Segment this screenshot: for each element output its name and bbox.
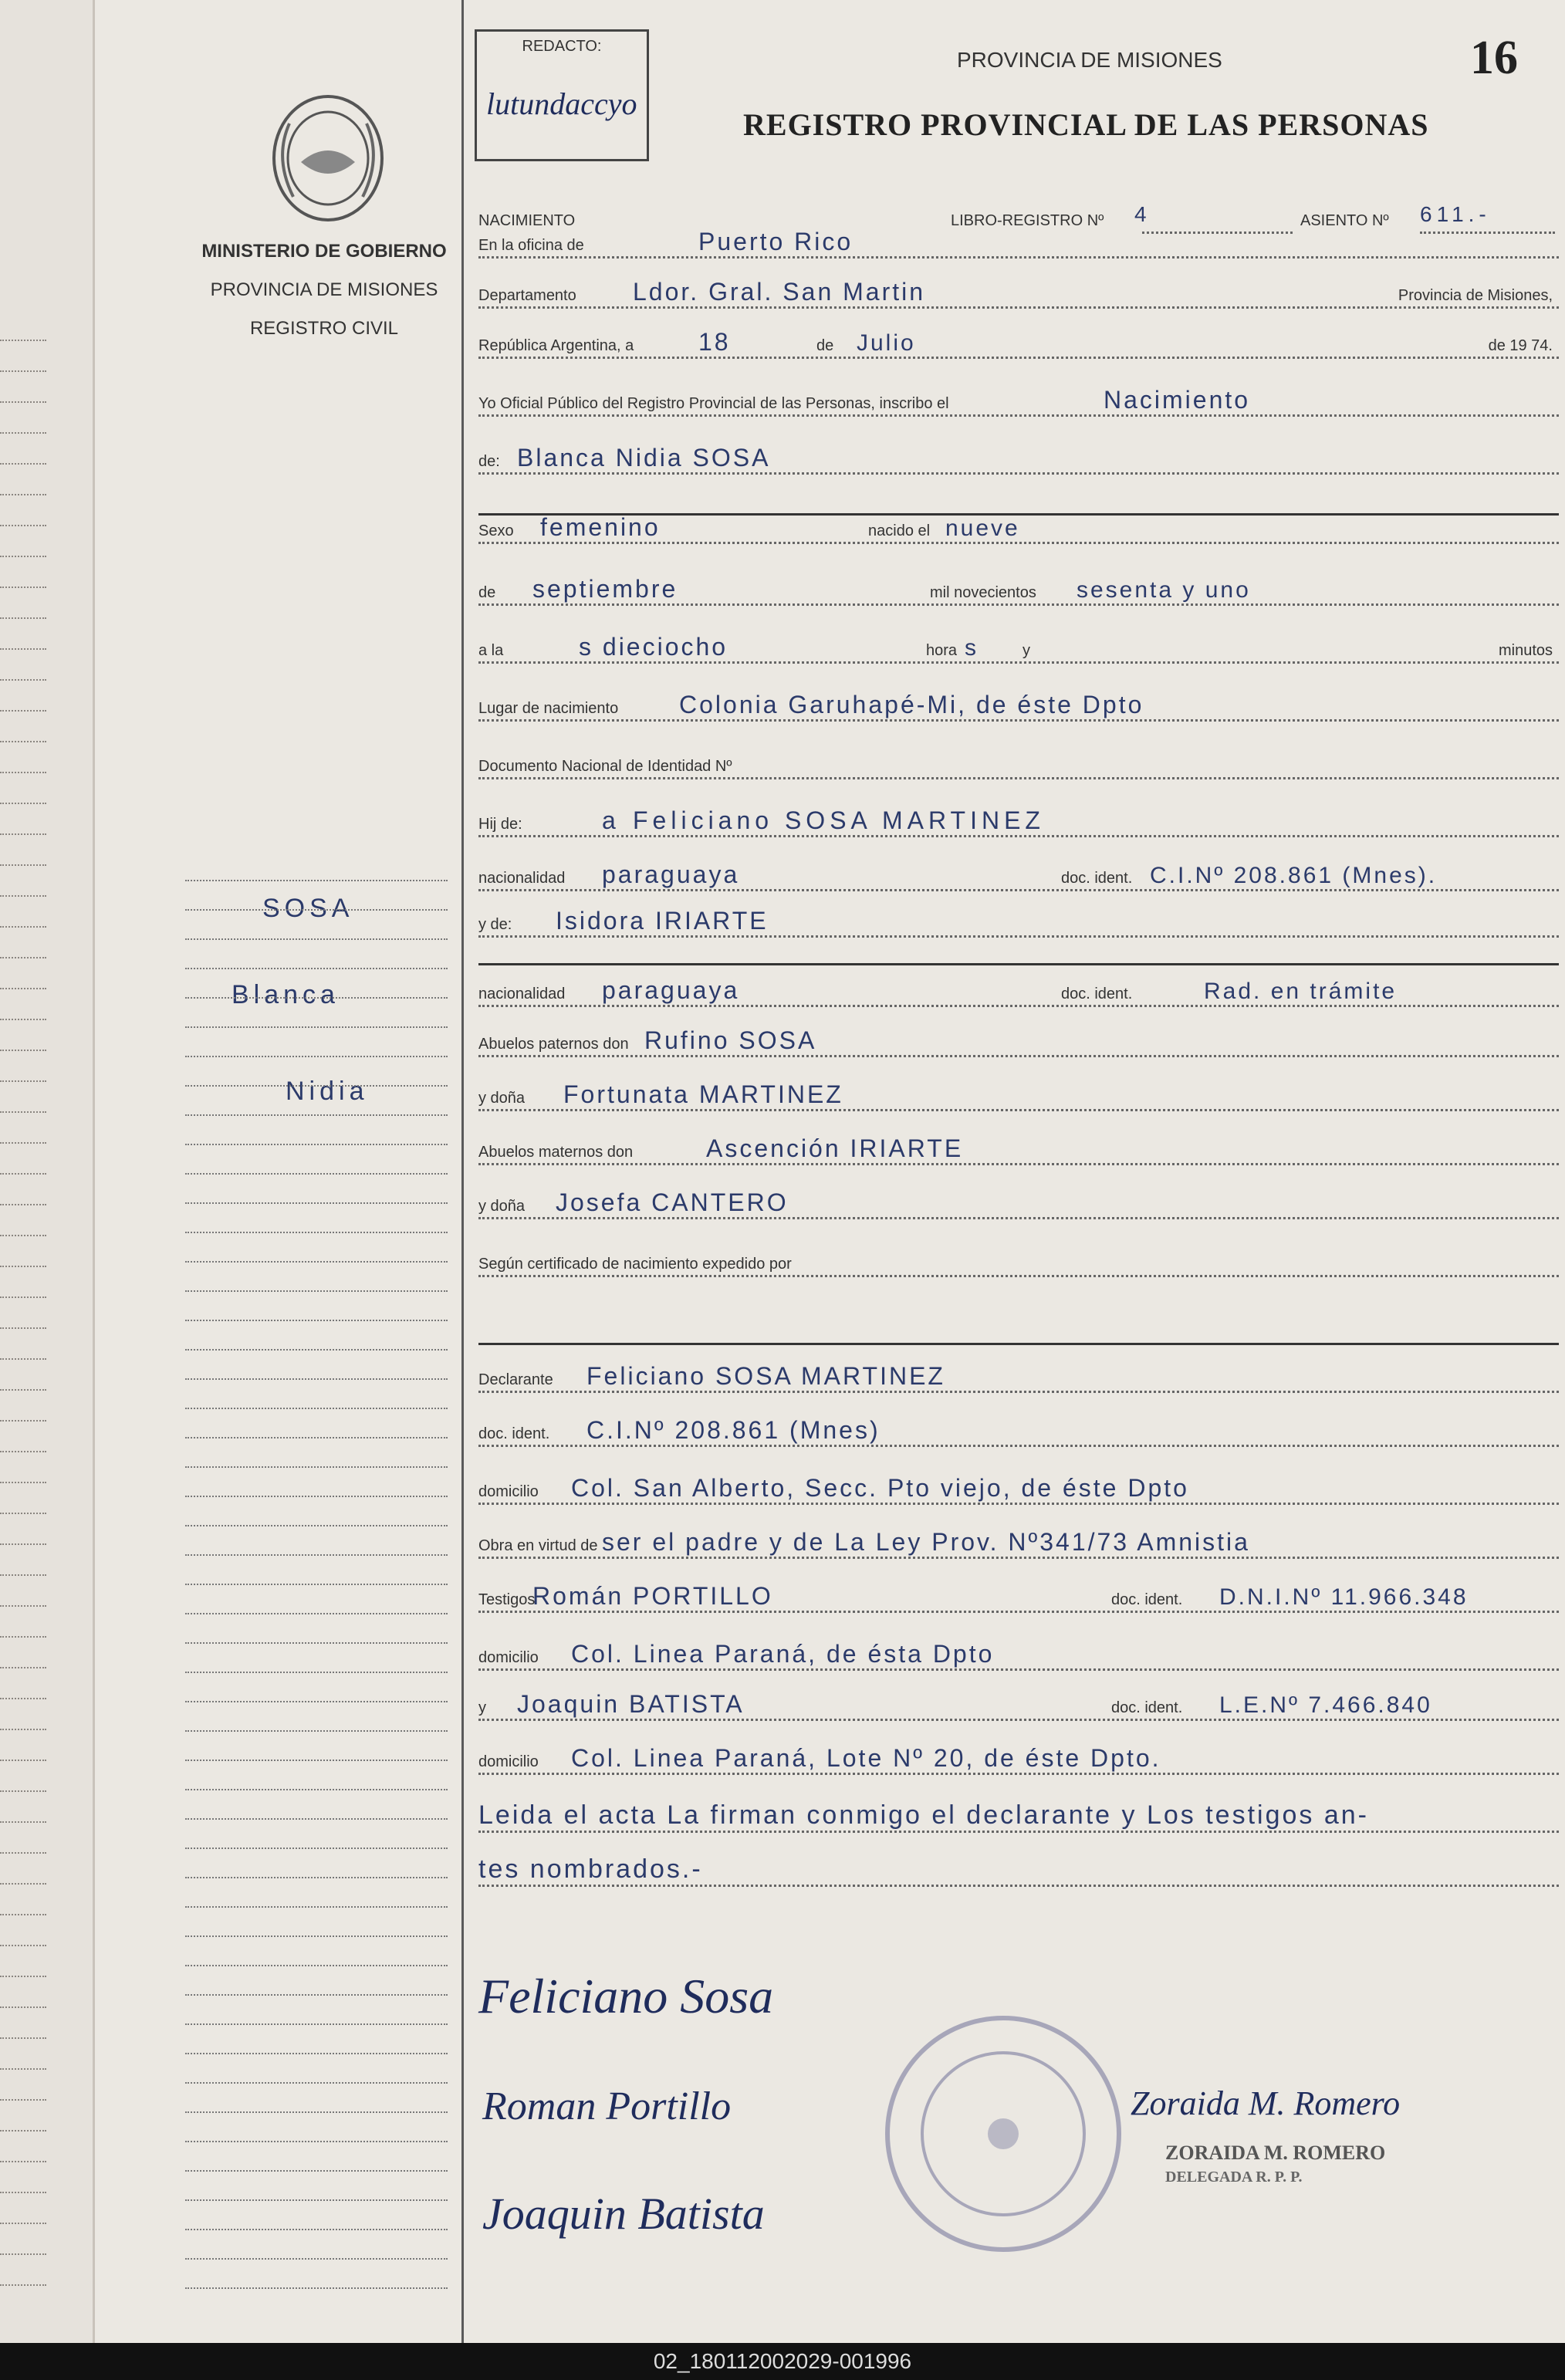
field-value: Col. Linea Paraná, Lote Nº 20, de éste Dpto.	[571, 1744, 1161, 1772]
margin-line	[185, 1730, 448, 1732]
strip-line	[0, 1513, 46, 1514]
field-value-secondary: D.N.I.Nº 11.966.348	[1219, 1584, 1469, 1610]
field-value: Col. San Alberto, Secc. Pto viejo, de éste Dpto	[571, 1474, 1189, 1502]
field-value-secondary: sesenta y uno	[1077, 577, 1251, 603]
field-value-secondary: Feliciano SOSA MARTINEZ	[633, 806, 1045, 834]
strip-line	[0, 617, 46, 619]
field-value: Isidora IRIARTE	[556, 907, 769, 935]
strip-line	[0, 1358, 46, 1360]
dotted-line	[478, 661, 1559, 664]
signature-officer: Zoraida M. Romero	[1131, 2084, 1401, 2122]
field-mid-label: doc. ident.	[1061, 870, 1133, 887]
strip-line	[0, 1636, 46, 1638]
field-value: Blanca Nidia SOSA	[517, 444, 771, 472]
form-row	[478, 1516, 1559, 1563]
strip-line	[0, 1080, 46, 1082]
strip-line	[0, 432, 46, 434]
margin-line	[185, 1906, 448, 1908]
form-row	[478, 621, 1559, 668]
strip-line	[0, 1574, 46, 1576]
dotted-line	[478, 1217, 1559, 1219]
strip-line	[0, 772, 46, 773]
signature-witness-1: Roman Portillo	[482, 2084, 732, 2128]
margin-first-name: Blanca	[232, 980, 340, 1009]
field-value: Román PORTILLO	[532, 1582, 773, 1610]
field-value-secondary: L.E.Nº 7.466.840	[1219, 1692, 1432, 1718]
field-label: Declarante	[478, 1371, 553, 1388]
field-value: Feliciano SOSA MARTINEZ	[586, 1362, 945, 1390]
form-row	[478, 374, 1559, 421]
form-row	[478, 1790, 1559, 1837]
signature-witness-2: Joaquin Batista	[482, 2189, 765, 2239]
field-value: paraguaya	[602, 860, 740, 888]
dotted-line	[478, 414, 1559, 417]
form-row	[478, 432, 1559, 478]
record-type-label: NACIMIENTO	[478, 212, 576, 229]
strip-line	[0, 1821, 46, 1823]
field-label: Lugar de nacimiento	[478, 700, 619, 717]
field-label: Abuelos maternos don	[478, 1144, 634, 1161]
strip-line	[0, 1914, 46, 1915]
margin-line	[185, 2053, 448, 2054]
dotted-line	[478, 1275, 1559, 1277]
field-mid-label: nacido el	[868, 522, 931, 539]
asiento-label: ASIENTO Nº	[1300, 212, 1389, 229]
margin-line	[185, 1261, 448, 1263]
margin-line	[185, 1554, 448, 1556]
strip-line	[0, 1883, 46, 1885]
dotted-line	[478, 1668, 1559, 1671]
field-label: República Argentina, a	[478, 337, 634, 354]
province-header: PROVINCIA DE MISIONES	[957, 48, 1222, 72]
strip-line	[0, 1667, 46, 1668]
field-value: Puerto Rico	[698, 228, 853, 255]
margin-line	[185, 1056, 448, 1057]
field-value: Ascención IRIARTE	[706, 1134, 964, 1162]
margin-line	[185, 1877, 448, 1878]
strip-line	[0, 2223, 46, 2224]
field-value: Leida el acta La firman conmigo el declarante y Los testigos an-	[478, 1800, 1369, 1830]
field-label: domicilio	[478, 1483, 539, 1500]
form-row	[478, 1405, 1559, 1451]
form-row	[478, 216, 1559, 262]
margin-line	[185, 909, 448, 911]
field-label: y doña	[478, 1090, 526, 1107]
asiento-value: 611.-	[1420, 202, 1491, 226]
field-suffix: de 19 74.	[1488, 337, 1553, 354]
field-value: Josefa CANTERO	[556, 1188, 789, 1216]
redacto-box	[475, 29, 649, 161]
margin-column	[123, 0, 463, 2343]
strip-line	[0, 2253, 46, 2255]
strip-line	[0, 679, 46, 681]
dotted-line	[478, 306, 1559, 309]
field-label: Yo Oficial Público del Registro Provincial de las Personas, inscribo el	[478, 395, 949, 412]
dotted-line	[478, 1163, 1559, 1165]
officer-name-stamp: ZORAIDA M. ROMERO	[1165, 2142, 1386, 2164]
strip-line	[0, 525, 46, 526]
margin-line	[185, 1408, 448, 1409]
officer-title-stamp: DELEGADA R. P. P.	[1165, 2169, 1303, 2186]
dotted-line	[478, 777, 1559, 779]
image-id-footer: 02_180112002029-001996	[0, 2343, 1565, 2380]
margin-line	[185, 1525, 448, 1526]
margin-line	[185, 1085, 448, 1087]
strip-line	[0, 1019, 46, 1020]
margin-line	[185, 1290, 448, 1292]
form-row	[478, 316, 1559, 363]
margin-line	[185, 880, 448, 881]
form-row	[478, 1177, 1559, 1223]
field-value: femenino	[540, 513, 661, 541]
field-label: y de:	[478, 916, 512, 933]
page-number: 16	[1470, 32, 1518, 84]
previous-page-strip	[0, 0, 95, 2343]
dotted-line	[478, 1885, 1559, 1887]
strip-line	[0, 648, 46, 650]
strip-line	[0, 895, 46, 897]
field-label: Sexo	[478, 522, 514, 539]
field-mid-label: doc. ident.	[1111, 1591, 1183, 1608]
margin-line	[185, 2287, 448, 2289]
strip-line	[0, 2130, 46, 2132]
strip-line	[0, 556, 46, 557]
margin-line	[185, 1173, 448, 1175]
margin-line	[185, 1466, 448, 1468]
field-label: Testigos	[478, 1591, 536, 1608]
dotted-line	[478, 1557, 1559, 1559]
field-label: Departamento	[478, 287, 576, 304]
form-row	[478, 737, 1559, 783]
margin-line	[185, 1935, 448, 1937]
field-value: septiembre	[532, 575, 678, 603]
rule-before-declarant	[478, 1343, 1559, 1345]
margin-middle-name: Nidia	[286, 1077, 369, 1106]
strip-line	[0, 340, 46, 341]
margin-line	[185, 997, 448, 999]
margin-line	[185, 2082, 448, 2084]
field-suffix: Provincia de Misiones,	[1398, 287, 1553, 304]
field-value-secondary: s	[965, 635, 979, 661]
dotted-line	[478, 935, 1559, 938]
margin-line	[185, 1232, 448, 1233]
margin-line	[185, 1848, 448, 1849]
field-mid-label-2: y	[1022, 642, 1030, 659]
strip-line	[0, 1204, 46, 1205]
form-row	[478, 849, 1559, 895]
margin-line	[185, 1965, 448, 1966]
margin-line	[185, 1496, 448, 1497]
strip-line	[0, 741, 46, 742]
field-value: Joaquin BATISTA	[517, 1690, 745, 1718]
form-row	[478, 1069, 1559, 1115]
dotted-line	[478, 603, 1559, 606]
field-value: Colonia Garuhapé-Mi, de éste Dpto	[679, 691, 1144, 718]
field-value: tes nombrados.-	[478, 1854, 703, 1884]
strip-line	[0, 1296, 46, 1298]
field-label: doc. ident.	[478, 1425, 550, 1442]
margin-line	[185, 1144, 448, 1145]
margin-line	[185, 2258, 448, 2260]
field-value-secondary: nueve	[945, 516, 1020, 541]
dotted-line	[478, 1773, 1559, 1775]
field-mid-label: hora	[926, 642, 958, 659]
margin-line	[185, 1320, 448, 1321]
field-label: de	[478, 584, 496, 601]
dotted-line	[478, 1719, 1559, 1721]
margin-line	[185, 1114, 448, 1116]
margin-line	[185, 2199, 448, 2201]
margin-line	[185, 1437, 448, 1438]
margin-line	[185, 1202, 448, 1204]
field-label: a la	[478, 642, 504, 659]
strip-line	[0, 1266, 46, 1267]
dotted-line	[478, 472, 1559, 475]
field-label: nacionalidad	[478, 985, 566, 1002]
strip-line	[0, 1605, 46, 1607]
field-mid-label: de	[816, 337, 834, 354]
strip-line	[0, 1852, 46, 1854]
libro-value: 4	[1134, 202, 1151, 226]
margin-line	[185, 938, 448, 940]
strip-line	[0, 2161, 46, 2162]
strip-line	[0, 926, 46, 928]
official-stamp-icon	[876, 2006, 1131, 2261]
dotted-line	[478, 1055, 1559, 1057]
dotted-line	[478, 1611, 1559, 1613]
margin-line	[185, 1584, 448, 1585]
field-label: En la oficina de	[478, 237, 584, 254]
margin-line	[185, 1994, 448, 1996]
province-subtitle: PROVINCIA DE MISIONES	[210, 279, 438, 300]
field-label: Obra en virtud de	[478, 1537, 598, 1554]
field-value-secondary: Rad. en trámite	[1204, 979, 1398, 1004]
margin-line	[185, 2229, 448, 2230]
form-row	[478, 1235, 1559, 1281]
strip-line	[0, 2006, 46, 2008]
redacto-signature: lutundaccyo	[486, 86, 637, 121]
strip-line	[0, 1729, 46, 1730]
field-label: Hij de:	[478, 816, 522, 833]
signature-declarant: Feliciano Sosa	[478, 1969, 774, 2023]
margin-line	[185, 1642, 448, 1644]
strip-line	[0, 864, 46, 866]
form-row	[478, 965, 1559, 1011]
dotted-line	[478, 357, 1559, 359]
field-label: domicilio	[478, 1753, 539, 1770]
strip-line	[0, 1389, 46, 1391]
field-value: ser el padre y de La Ley Prov. Nº341/73 Amnistia	[602, 1528, 1250, 1556]
field-value: Rufino SOSA	[644, 1026, 817, 1054]
dotted-line	[478, 1831, 1559, 1833]
field-label: domicilio	[478, 1649, 539, 1666]
strip-line	[0, 370, 46, 372]
field-value: s dieciocho	[579, 633, 728, 661]
strip-line	[0, 1111, 46, 1113]
strip-line	[0, 710, 46, 712]
strip-line	[0, 1050, 46, 1051]
margin-line	[185, 2111, 448, 2113]
dotted-line	[478, 1445, 1559, 1447]
strip-line	[0, 1420, 46, 1422]
field-label: nacionalidad	[478, 870, 566, 887]
libro-label: LIBRO-REGISTRO Nº	[951, 212, 1104, 229]
strip-line	[0, 2192, 46, 2193]
margin-line	[185, 968, 448, 969]
strip-line	[0, 1976, 46, 1977]
strip-line	[0, 2284, 46, 2286]
form-row	[478, 1015, 1559, 1061]
field-label: Documento Nacional de Identidad Nº	[478, 758, 732, 775]
dotted-line	[478, 889, 1559, 891]
strip-line	[0, 2099, 46, 2101]
field-label: de:	[478, 453, 500, 470]
margin-line	[185, 1613, 448, 1614]
form-row	[478, 1679, 1559, 1725]
dotted-line	[478, 1005, 1559, 1007]
form-row	[478, 1844, 1559, 1891]
dotted-line	[478, 256, 1559, 259]
strip-line	[0, 2037, 46, 2039]
dotted-line	[478, 542, 1559, 544]
strip-line	[0, 1142, 46, 1144]
margin-line	[185, 2170, 448, 2172]
rule-after-name	[478, 513, 1559, 516]
strip-line	[0, 803, 46, 804]
margin-line	[185, 1818, 448, 1820]
strip-line	[0, 2068, 46, 2070]
field-value: Ldor. Gral. San Martin	[633, 278, 926, 306]
field-value: 18	[698, 328, 731, 356]
dotted-line	[478, 1391, 1559, 1393]
margin-line	[185, 1378, 448, 1380]
margin-line	[185, 1789, 448, 1790]
field-label: Abuelos paternos don	[478, 1036, 629, 1053]
rule-after-mother	[478, 963, 1559, 965]
field-value: Col. Linea Paraná, de ésta Dpto	[571, 1640, 995, 1668]
margin-line	[185, 1760, 448, 1761]
registry-subtitle: REGISTRO CIVIL	[249, 318, 399, 339]
margin-line	[185, 1349, 448, 1351]
form-row	[478, 1462, 1559, 1509]
registry-title: REGISTRO PROVINCIAL DE LAS PERSONAS	[743, 107, 1429, 142]
strip-line	[0, 1173, 46, 1175]
margin-surname: SOSA	[262, 894, 354, 923]
strip-line	[0, 463, 46, 465]
strip-line	[0, 1451, 46, 1452]
field-value-secondary: Julio	[857, 330, 916, 356]
strip-line	[0, 1790, 46, 1792]
field-value: a	[602, 806, 618, 834]
field-suffix: minutos	[1498, 642, 1553, 659]
form-row	[478, 895, 1559, 942]
strip-line	[0, 401, 46, 403]
field-value: C.I.Nº 208.861 (Mnes)	[586, 1416, 881, 1444]
form-row	[478, 795, 1559, 841]
margin-line	[185, 1701, 448, 1702]
strip-line	[0, 1543, 46, 1545]
strip-line	[0, 587, 46, 588]
form-row	[478, 1351, 1559, 1397]
redacto-label: REDACTO:	[522, 38, 602, 55]
strip-line	[0, 1698, 46, 1699]
dotted-line	[478, 719, 1559, 722]
strip-line	[0, 957, 46, 958]
field-mid-label: mil novecientos	[930, 584, 1036, 601]
strip-line	[0, 494, 46, 495]
margin-line	[185, 2023, 448, 2025]
field-label: y doña	[478, 1198, 526, 1215]
margin-line	[185, 1026, 448, 1028]
dotted-line	[478, 835, 1559, 837]
field-value: paraguaya	[602, 976, 740, 1004]
ministry-title: MINISTERIO DE GOBIERNO	[201, 241, 447, 262]
margin-line	[185, 1672, 448, 1673]
field-label: y	[478, 1699, 486, 1716]
vertical-rule	[461, 0, 464, 2343]
form-row	[478, 1628, 1559, 1675]
strip-line	[0, 988, 46, 989]
strip-line	[0, 1327, 46, 1329]
field-label: Según certificado de nacimiento expedido por	[478, 1256, 792, 1273]
form-row	[478, 502, 1559, 548]
dotted-line	[478, 1503, 1559, 1505]
field-value: Nacimiento	[1104, 386, 1251, 414]
field-mid-label: doc. ident.	[1111, 1699, 1183, 1716]
form-row	[478, 1733, 1559, 1779]
strip-line	[0, 833, 46, 835]
strip-line	[0, 1945, 46, 1946]
form-row	[478, 1123, 1559, 1169]
strip-line	[0, 1482, 46, 1483]
form-row	[478, 679, 1559, 725]
form-row	[478, 563, 1559, 610]
form-row	[478, 266, 1559, 313]
field-value: Fortunata MARTINEZ	[563, 1080, 843, 1108]
dotted-line	[478, 1109, 1559, 1111]
field-mid-label: doc. ident.	[1061, 985, 1133, 1002]
strip-line	[0, 1760, 46, 1761]
margin-line	[185, 2141, 448, 2142]
strip-line	[0, 1235, 46, 1236]
form-row	[478, 1570, 1559, 1617]
field-value-secondary: C.I.Nº 208.861 (Mnes).	[1150, 863, 1438, 888]
